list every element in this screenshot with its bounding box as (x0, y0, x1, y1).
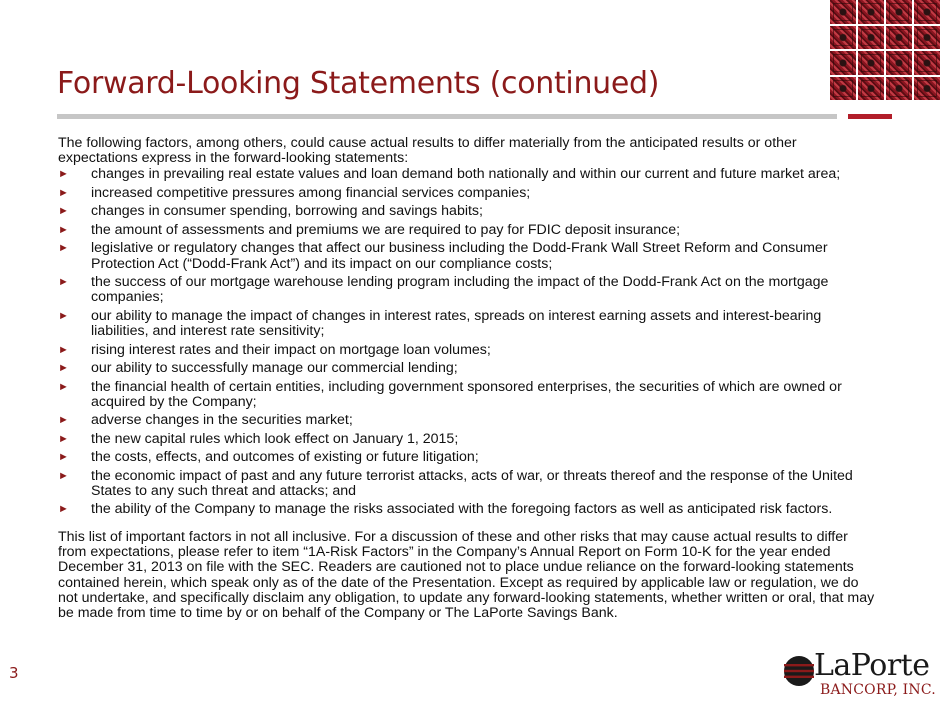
list-item (58, 450, 880, 465)
pattern-tile (830, 77, 856, 101)
title-underline-grey (57, 114, 837, 119)
bullet-arrow-icon: ► (58, 451, 69, 464)
pattern-tile (830, 26, 856, 50)
bullet-arrow-icon: ► (58, 223, 69, 236)
pattern-tile (858, 51, 884, 75)
list-item (58, 469, 880, 499)
bullet-arrow-icon: ► (58, 242, 69, 255)
list-item (58, 380, 880, 410)
list-item-text: the financial health of certain entities, including government sponsored enterprises, the securities of which are owned or acquired by the Company; (91, 378, 842, 410)
pattern-tile (830, 0, 856, 24)
list-item-text: the economic impact of past and any future terrorist attacks, acts of war, or threats thereof and the response of the United States to any such threat and attacks; and (91, 467, 853, 499)
list-item-text: the costs, effects, and outcomes of existing or future litigation; (91, 449, 479, 466)
bullet-arrow-icon: ► (58, 276, 69, 289)
list-item-text: the ability of the Company to manage the risks associated with the foregoing factors as well as anticipated risk factors. (91, 501, 833, 518)
slide-title: Forward-Looking Statements (continued) (57, 66, 660, 101)
list-item (58, 502, 880, 517)
list-item-text: legislative or regulatory changes that affect our business including the Dodd-Frank Wall Street Reform and Consumer Protection Act (“Dodd-Frank Act”) and its impact on our compliance costs; (91, 240, 828, 272)
list-item (58, 223, 880, 238)
pattern-tile (858, 77, 884, 101)
pattern-tile (886, 77, 912, 101)
bullet-arrow-icon: ► (58, 362, 69, 375)
bullet-arrow-icon: ► (58, 309, 69, 322)
list-item (58, 241, 880, 271)
list-item (58, 186, 880, 201)
list-item-text: changes in consumer spending, borrowing and savings habits; (91, 203, 483, 220)
logo-wordmark: LaPorte (814, 648, 930, 683)
pattern-tile (886, 51, 912, 75)
list-item (58, 275, 880, 305)
list-item-text: adverse changes in the securities market; (91, 412, 353, 429)
pattern-tile (914, 51, 940, 75)
pattern-tile (914, 26, 940, 50)
bullet-arrow-icon: ► (58, 432, 69, 445)
bullet-arrow-icon: ► (58, 205, 69, 218)
intro-paragraph: The following factors, among others, could cause actual results to differ materially from the anticipated results or other expectations express in the forward-looking statements: (58, 135, 797, 167)
list-item (58, 361, 880, 376)
list-item (58, 432, 880, 447)
bullet-arrow-icon: ► (58, 186, 69, 199)
decorative-pattern-tiles (830, 0, 940, 100)
list-item-text: the amount of assessments and premiums we are required to pay for FDIC deposit insurance; (91, 221, 681, 238)
list-item (58, 204, 880, 219)
bullet-arrow-icon: ► (58, 414, 69, 427)
list-item (58, 167, 880, 182)
page-number: 3 (9, 664, 19, 682)
pattern-tile (914, 77, 940, 101)
pattern-tile (886, 26, 912, 50)
bullet-arrow-icon: ► (58, 380, 69, 393)
logo-emblem-icon (782, 654, 816, 688)
title-underline-red (848, 114, 892, 119)
list-item-text: the new capital rules which look effect on January 1, 2015; (91, 430, 459, 447)
bullet-arrow-icon: ► (58, 343, 69, 356)
list-item-text: changes in prevailing real estate values and loan demand both nationally and within our current and future market area; (91, 166, 841, 183)
pattern-tile (858, 0, 884, 24)
risk-factor-list (58, 167, 880, 517)
pattern-tile (858, 26, 884, 50)
list-item-text: the success of our mortgage warehouse lending program including the impact of the Dodd-Frank Act on the mortgage companies; (91, 274, 829, 306)
bullet-arrow-icon: ► (58, 469, 69, 482)
pattern-tile (830, 51, 856, 75)
list-item-text: increased competitive pressures among financial services companies; (91, 184, 531, 201)
pattern-tile (886, 0, 912, 24)
list-item-text: our ability to successfully manage our commercial lending; (91, 360, 458, 377)
list-item-text: rising interest rates and their impact on mortgage loan volumes; (91, 341, 491, 358)
closing-paragraph: This list of important factors in not all inclusive. For a discussion of these and other risks that may cause actual results to differ from expectations, please refer to item “1A-Risk Factors” in the Company’s Annual Report on Form 10-K for the year ended December 31, 2013 on file with the SEC. Readers are cautioned not to place undue reliance on the forward-looking statements contained herein, which speak only as of the date of the Presentation. Except as required by applicable law or regulation, we do not undertake, and specifically disclaim any obligation, to update any forward-looking statements, whether written or oral, that may be made from time to time by or on behalf of the Company or The LaPorte Savings Bank. (58, 529, 875, 622)
list-item-text: our ability to manage the impact of changes in interest rates, spreads on interest earning assets and interest-bearing liabilities, and interest rate sensitivity; (91, 307, 822, 340)
logo-subtitle: BANCORP, INC. (820, 682, 936, 698)
bullet-arrow-icon: ► (58, 168, 69, 181)
list-item (58, 309, 880, 339)
bullet-arrow-icon: ► (58, 503, 69, 516)
pattern-tile (914, 0, 940, 24)
list-item (58, 413, 880, 428)
slide-body (58, 136, 880, 521)
laporte-bancorp-logo (780, 650, 940, 700)
list-item (58, 343, 880, 358)
